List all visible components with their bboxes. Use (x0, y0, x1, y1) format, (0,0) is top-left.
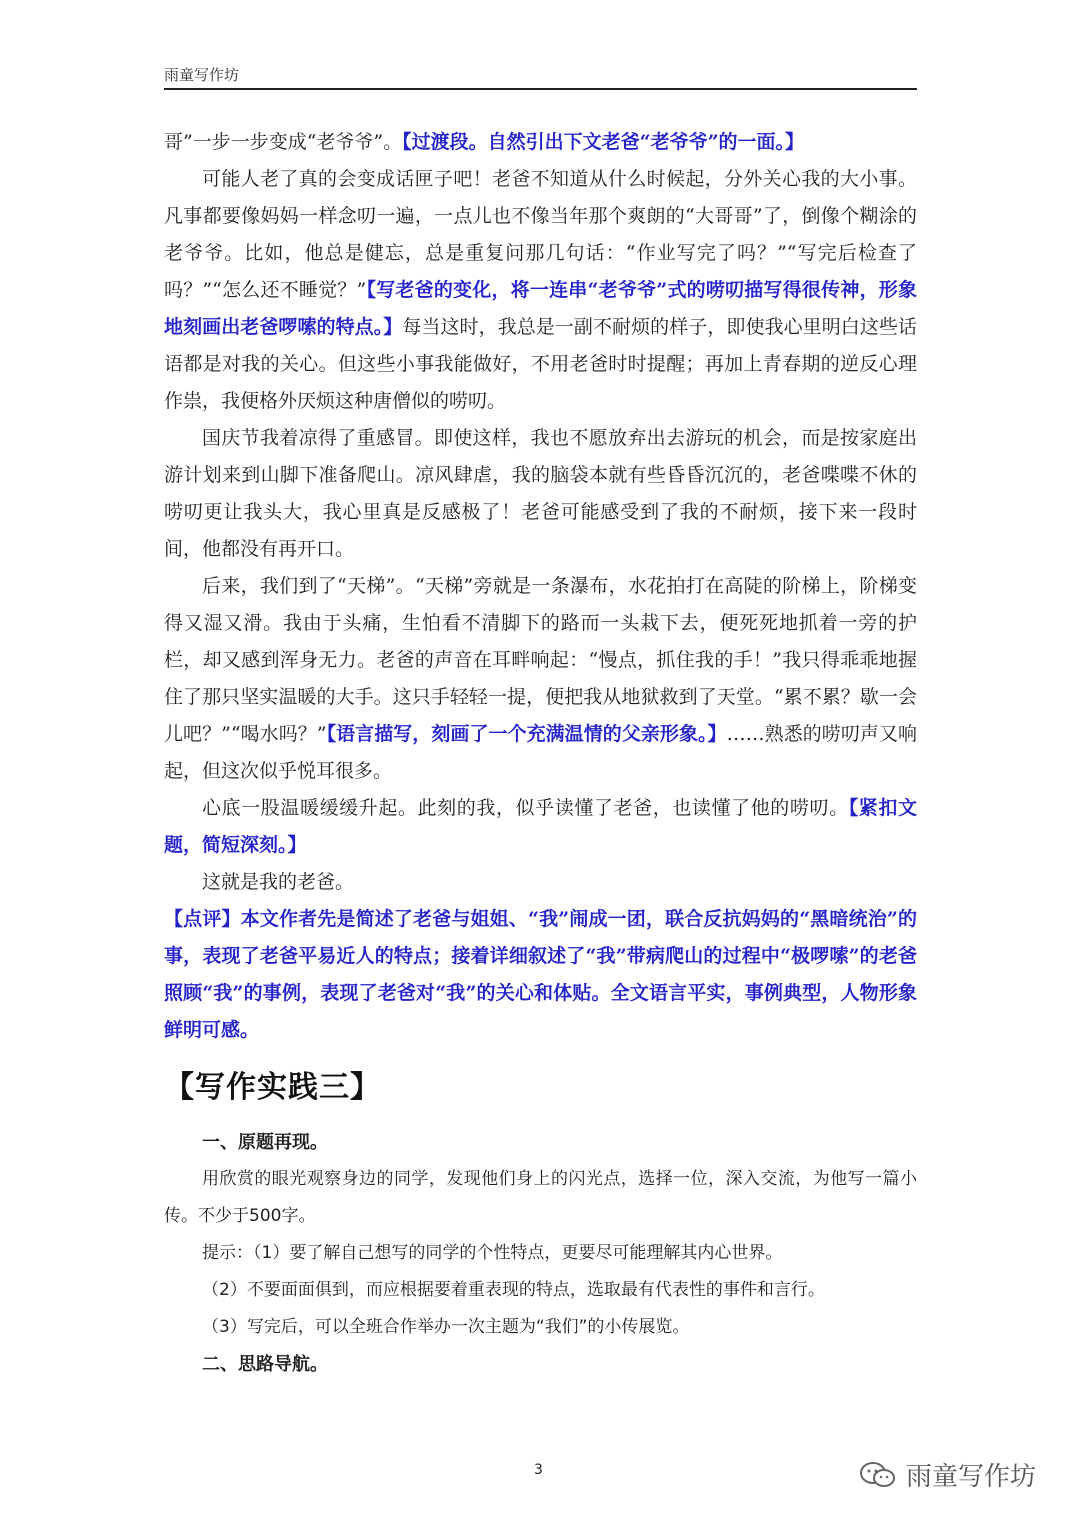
essay-body (164, 124, 917, 1049)
paragraph-text: 可能人老了真的会变成话匣子吧！老爸不知道从什么时候起，分外关心我的大小事。凡事都要像妈妈一样念叨一遍，一点儿也不像当年那个爽朗的“大哥哥”了，倒像个糊涂的老爷爷。比如，他总是健忘，总是重复问那几句话：“作业写完了吗？”“写完后检查了吗？”“怎么还不睡觉？” (164, 168, 917, 301)
tip-3: （3）写完后，可以全班合作举办一次主题为“我们”的小传展览。 (202, 1317, 690, 1337)
prompt-text: 用欣赏的眼光观察身边的同学，发现他们身上的闪光点，选择一位，深入交流，为他写一篇小传。不少于500字。 (164, 1169, 917, 1226)
paragraph-text: 后来，我们到了“天梯”。“天梯”旁就是一条瀑布，水花拍打在高陡的阶梯上，阶梯变得又湿又滑。我由于头痛，生怕看不清脚下的路而一头栽下去，便死死地抓着一旁的护栏，却又感到浑身无力。老爸的声音在耳畔响起：“慢点，抓住我的手！”我只得乖乖地握住了那只坚实温暖的大手。这只手轻轻一提，便把我从地狱救到了天堂。“累不累？歇一会儿吧？”“喝水吗？” (164, 575, 917, 745)
paragraph-text: 每当这时，我总是一副不耐烦的样子，即使我心里明白这些话语都是对我的关心。但这些小事我能做好，不用老爸时时提醒；再加上青春期的逆反心理作祟，我便格外厌烦这种唐僧似的唠叨。 (164, 316, 917, 412)
wechat-icon (858, 1460, 898, 1490)
comment-annotation: 【语言描写，刻画了一个充满温情的父亲形象。】 (326, 723, 727, 745)
page-number: 3 (534, 1462, 543, 1478)
practice-block (164, 1124, 917, 1383)
paragraph-text: 心底一股温暖缓缓升起。此刻的我，似乎读懂了老爸，也读懂了他的唠叨。 (202, 797, 849, 819)
header-divider (164, 88, 917, 90)
heading-guidance: 二、思路导航。 (202, 1354, 328, 1375)
tip-1: 提示：（1）要了解自己想写的同学的个性特点，更要尽可能理解其内心世界。 (202, 1243, 783, 1263)
paragraph-2 (164, 161, 917, 420)
watermark-text: 雨童写作坊 (906, 1462, 1037, 1492)
paragraph-3: 国庆节我着凉得了重感冒。即使这样，我也不愿放弃出去游玩的机会，而是按家庭出游计划来到山脚下准备爬山。凉风肆虐，我的脑袋本就有些昏昏沉沉的，老爸喋喋不休的唠叨更让我头大，我心里真是反感极了！老爸可能感受到了我的不耐烦，接下来一段时间，他都没有再开口。 (164, 427, 917, 560)
paragraph-4 (164, 568, 917, 790)
paragraph-1 (164, 124, 917, 161)
paragraph-text: 哥”一步一步变成“老爷爷”。 (164, 131, 403, 153)
heading-original-prompt: 一、原题再现。 (202, 1132, 328, 1153)
paragraph-text: ……熟悉的唠叨声又响起，但这次似乎悦耳很多。 (164, 723, 917, 782)
section-title: 【写作实践三】 (164, 1070, 381, 1105)
tip-2: （2）不要面面俱到，而应根据要着重表现的特点，选取最有代表性的事件和言行。 (202, 1280, 825, 1300)
comment-annotation: 【紧扣文题，简短深刻。】 (164, 797, 917, 856)
comment-annotation: 【写老爸的变化，将一连串“老爷爷”式的唠叨描写得很传神，形象地刻画出老爸啰嗦的特点。】 (164, 279, 917, 338)
watermark (858, 1456, 1036, 1493)
paragraph-6: 这就是我的老爸。 (202, 871, 355, 893)
review-comment: 【点评】本文作者先是简述了老爸与姐姐、“我”闹成一团，联合反抗妈妈的“黑暗统治”的事，表现了老爸平易近人的特点；接着详细叙述了“我”带病爬山的过程中“极啰嗦”的老爸照顾“我”的事例，表现了老爸对“我”的关心和体贴。全文语言平实，事例典型，人物形象鲜明可感。 (164, 908, 917, 1041)
paragraph-5 (164, 790, 917, 864)
comment-annotation: 【过渡段。自然引出下文老爸“老爷爷”的一面。】 (402, 131, 805, 153)
header-title: 雨童写作坊 (164, 66, 240, 84)
